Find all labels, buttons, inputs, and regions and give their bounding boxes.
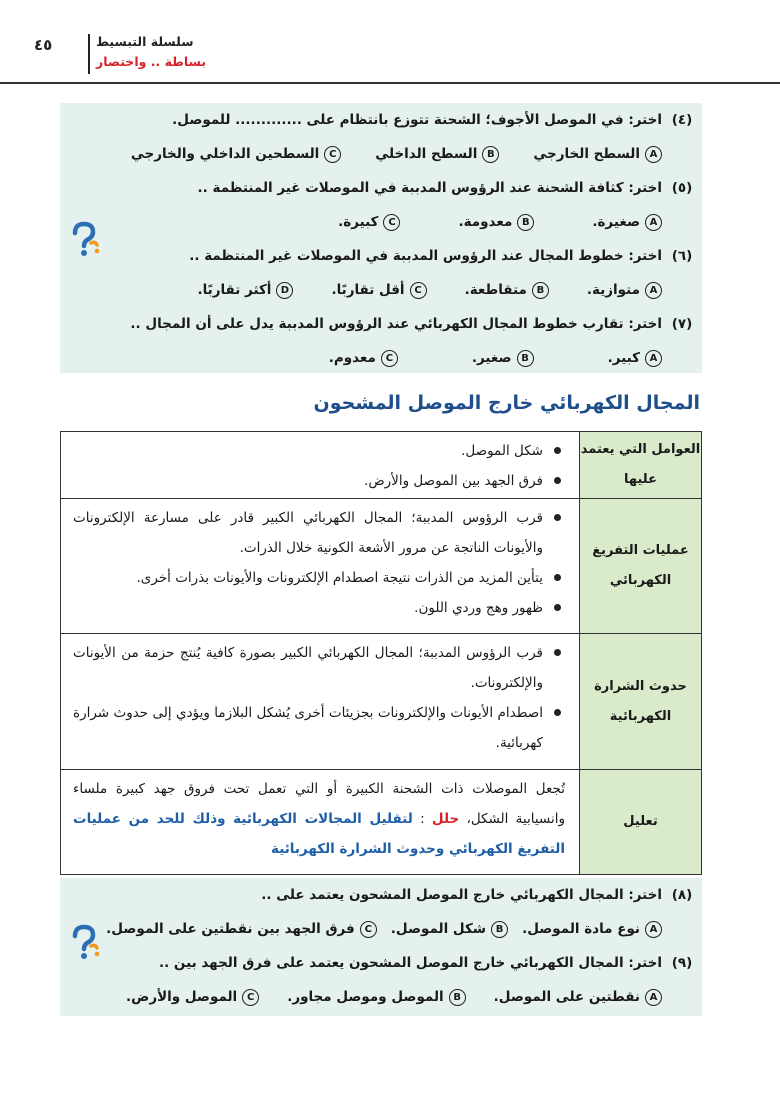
option-text: أقل تقاربًا.: [331, 282, 405, 298]
answer-colon: :: [420, 811, 425, 827]
question-5-options: [117, 205, 702, 239]
option[interactable]: [197, 282, 293, 299]
option-letter-badge: C: [324, 146, 341, 163]
row-label: تعليل: [579, 770, 701, 874]
option-letter-badge: A: [645, 989, 662, 1006]
row-label: حدوث الشرارة الكهربائية: [579, 634, 701, 769]
option[interactable]: [494, 989, 662, 1006]
question-8-options: [106, 912, 702, 946]
option-letter-badge: B: [517, 350, 534, 367]
bullet-item: ظهور وهج وردي اللون.: [73, 593, 565, 623]
answer-label: حلل: [431, 811, 460, 827]
reasoning-statement: تُجعل الموصلات ذات الشحنة الكبيرة أو التي تعمل تحت فروق جهد كبيرة ملساء وانسيابية الشكل،: [73, 781, 565, 827]
option-letter-badge: B: [532, 282, 549, 299]
option[interactable]: [106, 921, 377, 938]
option-text: أكثر تقاربًا.: [197, 282, 272, 298]
section-title: المجال الكهربائي خارج الموصل المشحون: [313, 392, 700, 414]
table-row: [61, 770, 701, 874]
option-letter-badge: C: [410, 282, 427, 299]
option[interactable]: [587, 282, 662, 299]
option-letter-badge: B: [449, 989, 466, 1006]
question-text: اختر: كثافة الشحنة عند الرؤوس المدببة في الموصلات غير المنتظمة ..: [197, 180, 662, 196]
question-7-options: [117, 341, 702, 375]
question-number: (٨): [671, 887, 693, 903]
row-content: [61, 432, 579, 498]
header-rule: [0, 82, 780, 84]
option-letter-badge: B: [491, 921, 508, 938]
summary-table: [60, 431, 702, 875]
bullet-item: اصطدام الأيونات والإلكترونات بجزيئات أخرى يُشكل البلازما ويؤدي إلى حدوث شرارة كهربائية.: [73, 698, 565, 758]
option-text: كبير.: [607, 350, 640, 366]
row-content: [61, 770, 579, 874]
page-header: [30, 34, 230, 78]
option-text: معدومة.: [458, 214, 513, 230]
question-number: (٩): [671, 955, 693, 971]
question-number: (٦): [671, 248, 693, 264]
question-6-options: [117, 273, 702, 307]
bullet-item: شكل الموصل.: [73, 436, 565, 466]
series-name: سلسلة التبسيط: [96, 34, 194, 49]
question-box-bottom: [60, 878, 702, 1016]
option[interactable]: [608, 350, 662, 367]
question-number: (٥): [671, 180, 693, 196]
option-text: السطحين الداخلي والخارجي: [130, 146, 320, 162]
question-number: (٤): [671, 112, 693, 128]
question-text: اختر: في الموصل الأجوف؛ الشحنة تتوزع بانتظام على ............. للموصل.: [172, 112, 662, 128]
option-letter-badge: A: [645, 214, 662, 231]
option[interactable]: [331, 282, 426, 299]
question-text: اختر: خطوط المجال عند الرؤوس المدببة في الموصلات غير المنتظمة ..: [189, 248, 662, 264]
question-mark-icon: [66, 922, 102, 962]
option-letter-badge: C: [381, 350, 398, 367]
option-text: نوع مادة الموصل.: [522, 921, 640, 937]
question-text: اختر: المجال الكهربائي خارج الموصل المشحون يعتمد على فرق الجهد بين ..: [158, 955, 662, 971]
question-9: [117, 946, 702, 980]
question-mark-icon: [66, 219, 102, 259]
option-text: صغيرة.: [592, 214, 640, 230]
question-7: [117, 307, 702, 341]
question-4: [117, 103, 702, 137]
option-text: كبيرة.: [338, 214, 379, 230]
bullet-item: يتأين المزيد من الذرات نتيجة اصطدام الإلكترونات والأيونات بذرات أخرى.: [73, 563, 565, 593]
option[interactable]: [533, 146, 662, 163]
bullet-item: قرب الرؤوس المدببة؛ المجال الكهربائي الكبير قادر على مسارعة الإلكترونات والأيونات الناتجة عن مرور الأشعة الكونية خلال الذرات.: [73, 503, 565, 563]
bullet-item: قرب الرؤوس المدببة؛ المجال الكهربائي الكبير بصورة كافية يُنتج حزمة من الأيونات والإلكترونات.: [73, 638, 565, 698]
option-letter-badge: B: [482, 146, 499, 163]
option[interactable]: [522, 921, 662, 938]
option-text: متقاطعة.: [464, 282, 527, 298]
option-letter-badge: C: [242, 989, 259, 1006]
row-label: عمليات التفريغ الكهربائي: [579, 499, 701, 633]
table-row: [61, 499, 701, 634]
option-letter-badge: C: [383, 214, 400, 231]
option-letter-badge: A: [645, 282, 662, 299]
option-text: الموصل والأرض.: [126, 989, 238, 1005]
option-letter-badge: A: [645, 146, 662, 163]
header-divider: [88, 34, 90, 74]
option[interactable]: [287, 989, 465, 1006]
question-6: [117, 239, 702, 273]
option-letter-badge: B: [517, 214, 534, 231]
option-text: فرق الجهد بين نقطتين على الموصل.: [106, 921, 355, 937]
row-content: [61, 634, 579, 769]
option-text: نقطتين على الموصل.: [493, 989, 640, 1005]
option-letter-badge: D: [276, 282, 293, 299]
option-letter-badge: C: [360, 921, 377, 938]
option-text: السطح الداخلي: [375, 146, 478, 162]
question-text: اختر: تقارب خطوط المجال الكهربائي عند الرؤوس المدببة يدل على أن المجال ..: [130, 316, 662, 332]
option[interactable]: [338, 214, 400, 231]
answer-text: لتقليل المجالات الكهربائية وذلك للحد من عمليات التفريغ الكهربائي وحدوث الشرارة الكهربائية: [73, 811, 565, 857]
question-number: (٧): [671, 316, 693, 332]
option[interactable]: [458, 214, 534, 231]
option[interactable]: [375, 146, 499, 163]
table-row: [61, 634, 701, 770]
option[interactable]: [126, 989, 259, 1006]
option-text: شكل الموصل.: [390, 921, 487, 937]
page-number: ٤٥: [34, 36, 53, 54]
question-box-top: [60, 103, 702, 373]
option-text: الموصل وموصل مجاور.: [287, 989, 444, 1005]
bullet-item: فرق الجهد بين الموصل والأرض.: [73, 466, 565, 496]
question-9-options: [117, 980, 702, 1014]
option-text: السطح الخارجي: [533, 146, 640, 162]
option[interactable]: [329, 350, 398, 367]
row-content: [61, 499, 579, 633]
question-text: اختر: المجال الكهربائي خارج الموصل المشحون يعتمد على ..: [261, 887, 662, 903]
option[interactable]: [465, 282, 549, 299]
option[interactable]: [592, 214, 662, 231]
option[interactable]: [472, 350, 534, 367]
row-label: العوامل التي يعتمد عليها: [579, 432, 701, 498]
question-5: [117, 171, 702, 205]
option-text: معدوم.: [328, 350, 376, 366]
option-text: صغير.: [471, 350, 512, 366]
option[interactable]: [131, 146, 341, 163]
option-letter-badge: A: [645, 350, 662, 367]
table-row: [61, 432, 701, 499]
question-8: [117, 878, 702, 912]
option[interactable]: [391, 921, 508, 938]
question-4-options: [117, 137, 702, 171]
series-tagline: بساطة .. واختصار: [96, 54, 207, 69]
option-text: متوازية.: [586, 282, 640, 298]
option-letter-badge: A: [645, 921, 662, 938]
